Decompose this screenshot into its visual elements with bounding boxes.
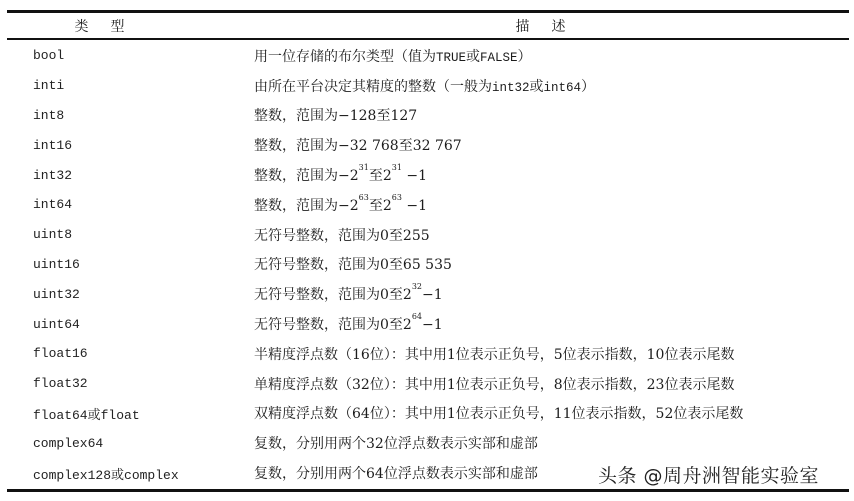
cell-type: complex64 — [33, 435, 104, 451]
cell-type: int8 — [33, 107, 65, 123]
table-body — [7, 40, 849, 488]
text: 至2 — [368, 197, 392, 214]
text: −1 — [401, 197, 428, 214]
text: 整数，范围为−32 768至32 767 — [254, 138, 462, 155]
text: 复数，分别用两个32位浮点数表示实部和虚部 — [254, 436, 538, 453]
text: 由所在平台决定其精度的整数（一般为 — [254, 78, 492, 95]
cell-type: uint8 — [33, 227, 73, 243]
cell-type: inti — [33, 78, 65, 94]
header-type — [7, 16, 254, 36]
text: 无符号整数，范围为0至2 — [254, 317, 412, 334]
code-text: FALSE — [480, 50, 518, 65]
cell-description — [254, 225, 849, 245]
code-text: TRUE — [436, 50, 467, 65]
text: 无符号整数，范围为0至255 — [254, 227, 430, 244]
cell-type: uint64 — [33, 316, 80, 332]
text: 无符号整数，范围为0至65 535 — [254, 257, 452, 274]
numpy-dtype-table — [7, 10, 849, 488]
text: −1 — [401, 168, 428, 185]
text: 复数，分别用两个64位浮点数表示实部和虚部 — [254, 466, 538, 483]
superscript: 31 — [358, 163, 369, 173]
cell-type: complex128或complex — [33, 467, 179, 483]
text: −1 — [422, 287, 443, 304]
cell-description — [254, 254, 849, 274]
cell-type: float16 — [33, 346, 88, 362]
cell-description — [254, 46, 849, 66]
table-row — [7, 71, 849, 101]
table-row — [7, 309, 849, 339]
cell-type: float32 — [33, 376, 88, 392]
cell-description — [254, 76, 849, 96]
table-header — [7, 13, 849, 38]
table-row — [7, 250, 849, 280]
cell-type: bool — [33, 48, 65, 64]
superscript: 64 — [411, 312, 423, 322]
text: 半精度浮点数（16位）：其中用1位表示正负号，5位表示指数，10位表示尾数 — [254, 346, 735, 363]
text: ） — [581, 78, 596, 95]
cell-description — [254, 192, 849, 215]
cell-type: int32 — [33, 167, 73, 183]
table-row — [7, 41, 849, 71]
cell-type: int16 — [33, 137, 73, 153]
cell-description — [254, 284, 849, 304]
code-text: int32 — [492, 80, 530, 95]
cell-type: float64或float — [33, 407, 140, 423]
cell-type: int64 — [33, 197, 73, 213]
table-bottom-rule — [7, 489, 849, 492]
table-row — [7, 339, 849, 369]
superscript: 63 — [391, 192, 402, 202]
table-row — [7, 399, 849, 429]
cell-description — [254, 403, 849, 423]
text: 单精度浮点数（32位）：其中用1位表示正负号，8位表示指数，23位表示尾数 — [254, 376, 735, 393]
table-row — [7, 369, 849, 399]
text: 双精度浮点数（64位）：其中用1位表示正负号，11位表示指数，52位表示尾数 — [254, 406, 744, 423]
text: 或 — [529, 78, 544, 95]
text: 整数，范围为−2 — [254, 197, 359, 214]
text: 用一位存储的布尔类型（值为 — [254, 48, 436, 65]
watermark: 头条 @周舟洲智能实验室 — [598, 465, 820, 487]
table-row — [7, 279, 849, 309]
text: 整数，范围为−2 — [254, 168, 359, 185]
superscript: 31 — [391, 163, 402, 173]
cell-description — [254, 135, 849, 155]
text: 至2 — [368, 168, 392, 185]
table-row — [7, 101, 849, 131]
cell-description — [254, 374, 849, 394]
table-row — [7, 130, 849, 160]
cell-description — [254, 344, 849, 364]
text: 无符号整数，范围为0至2 — [254, 287, 412, 304]
text: 或 — [466, 48, 481, 65]
cell-description — [254, 165, 849, 185]
superscript: 32 — [411, 282, 423, 292]
cell-description — [254, 105, 849, 125]
header-type-label: 类型 — [74, 18, 147, 35]
table-row — [7, 190, 849, 220]
cell-description — [254, 314, 849, 334]
superscript: 63 — [358, 192, 369, 202]
cell-type: uint16 — [33, 256, 80, 272]
cell-type: uint32 — [33, 286, 80, 302]
text: 整数，范围为−128至127 — [254, 108, 418, 125]
code-text: int64 — [543, 80, 582, 95]
text: −1 — [422, 317, 443, 334]
header-description: 描述 — [515, 18, 588, 35]
text: ） — [517, 48, 532, 65]
table-row — [7, 220, 849, 250]
cell-description — [254, 433, 849, 453]
table-row — [7, 160, 849, 190]
table-row — [7, 428, 849, 458]
